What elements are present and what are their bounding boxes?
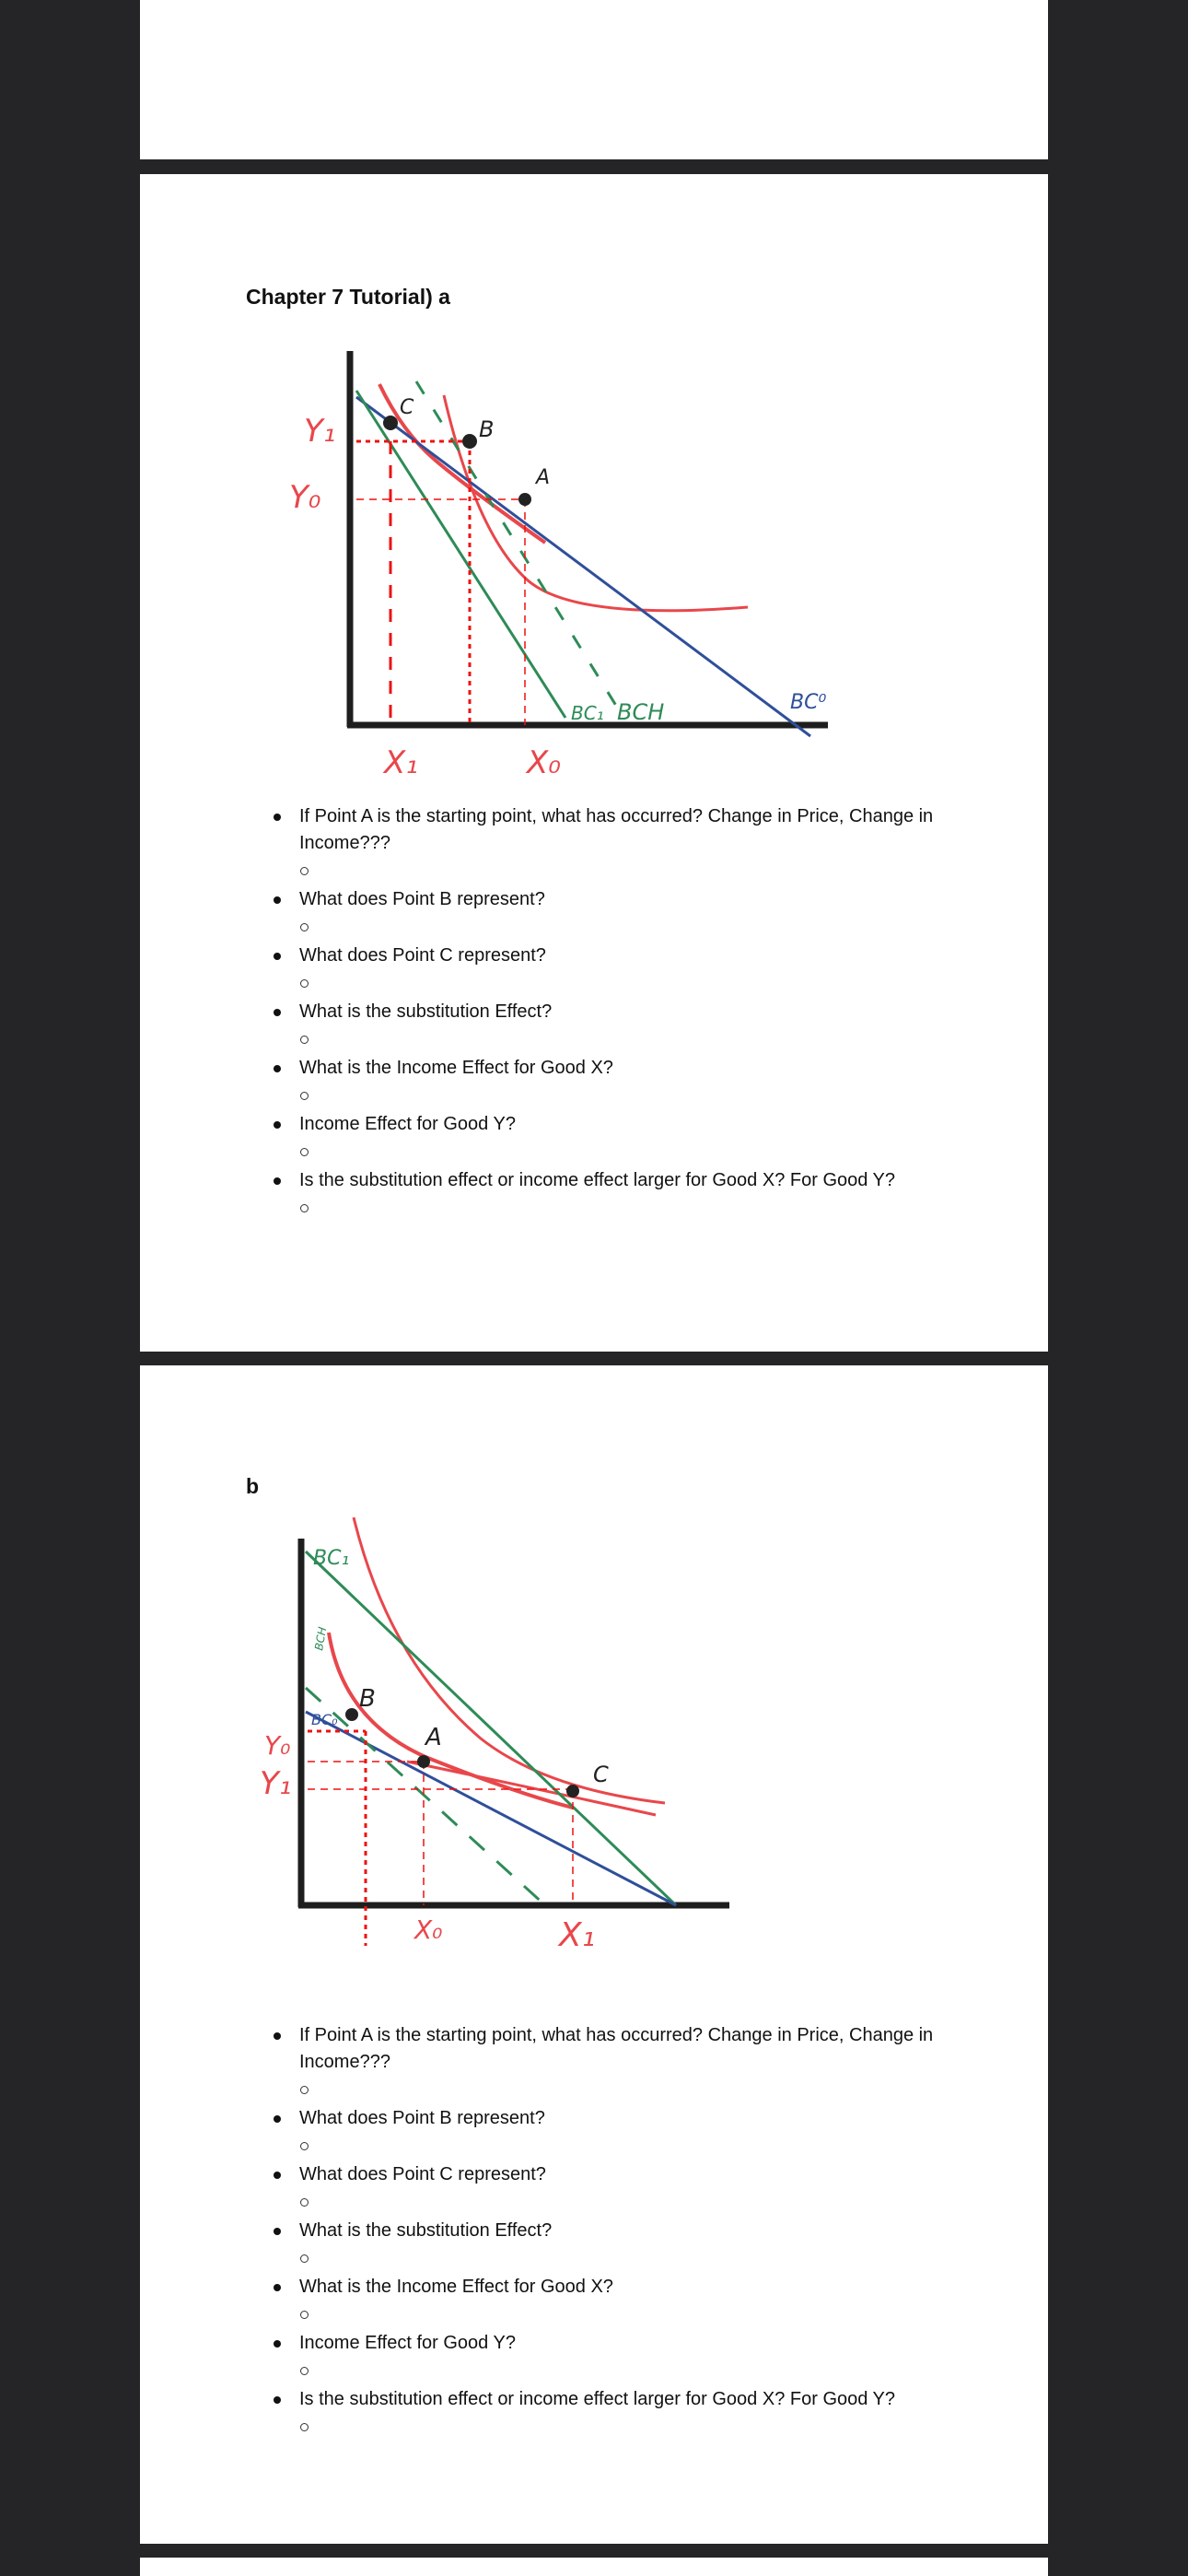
label-point-a: A [425, 1724, 442, 1751]
point-a-dot [417, 1755, 430, 1768]
bullet-icon [274, 1177, 281, 1185]
point-c-dot [383, 416, 398, 430]
label-x0: X₀ [414, 1914, 443, 1945]
question-b-2: What does Point B represent? [274, 2105, 973, 2132]
label-x1: X₁ [559, 1916, 596, 1954]
label-bch: BCH [617, 699, 665, 725]
label-x0: X₀ [527, 744, 561, 773]
bullet-icon [274, 1065, 281, 1072]
next-page [140, 2558, 1048, 2576]
question-b-1: If Point A is the starting point, what has occurred? Change in Price, Change in Income??? [274, 2022, 973, 2076]
question-b-6: Income Effect for Good Y? [274, 2330, 973, 2357]
budget-line-bch [416, 381, 621, 713]
circle-bullet-icon [300, 2086, 309, 2094]
circle-bullet-icon [300, 2142, 309, 2150]
bullet-icon [274, 1121, 281, 1129]
answer-slot-b-7 [274, 2413, 973, 2442]
question-list-b [274, 2022, 973, 2442]
circle-bullet-icon [300, 2367, 309, 2375]
answer-slot-a-2 [274, 913, 973, 943]
bullet-icon [274, 2115, 281, 2123]
page-part-a [140, 174, 1048, 1352]
question-a-4: What is the substitution Effect? [274, 999, 973, 1025]
answer-slot-a-6 [274, 1138, 973, 1167]
circle-bullet-icon [300, 923, 309, 931]
bullet-icon [274, 814, 281, 821]
bullet-icon [274, 2340, 281, 2348]
question-b-3: What does Point C represent? [274, 2161, 973, 2188]
label-bc1: BC₁ [313, 1547, 350, 1570]
circle-bullet-icon [300, 1204, 309, 1212]
answer-slot-a-3 [274, 969, 973, 999]
budget-line-bch [306, 1688, 545, 1905]
circle-bullet-icon [300, 2254, 309, 2263]
bullet-icon [274, 1009, 281, 1016]
label-point-c: C [593, 1762, 609, 1787]
label-bc0: BC⁰ [790, 691, 827, 714]
point-b-dot [345, 1708, 358, 1721]
question-a-2: What does Point B represent? [274, 886, 973, 913]
label-bc1: BC₁ [571, 702, 604, 724]
budget-line-bc1 [356, 391, 565, 718]
label-point-b: B [359, 1685, 376, 1713]
budget-line-bc1 [306, 1551, 676, 1905]
question-a-3: What does Point C represent? [274, 943, 973, 969]
question-b-4: What is the substitution Effect? [274, 2218, 973, 2244]
label-point-a: A [536, 466, 551, 489]
chapter-heading: Chapter 7 Tutorial) a [246, 285, 450, 309]
circle-bullet-icon [300, 2198, 309, 2207]
bullet-icon [274, 953, 281, 960]
label-bc0: BC₀ [311, 1711, 338, 1728]
answer-slot-b-4 [274, 2244, 973, 2274]
bullet-icon [274, 2172, 281, 2179]
label-x1: X₁ [384, 744, 418, 773]
question-a-7: Is the substitution effect or income effect larger for Good X? For Good Y? [274, 1167, 973, 1194]
question-b-5: What is the Income Effect for Good X? [274, 2274, 973, 2301]
label-y1: Y₁ [304, 413, 336, 450]
graph-part-b [241, 1513, 987, 1955]
page-part-b [140, 1365, 1048, 2544]
question-list-a [274, 803, 973, 1224]
question-b-7: Is the substitution effect or income effect larger for Good X? For Good Y? [274, 2386, 973, 2413]
answer-slot-b-2 [274, 2132, 973, 2161]
question-a-6: Income Effect for Good Y? [274, 1111, 973, 1138]
point-c-dot [566, 1785, 579, 1797]
question-a-5: What is the Income Effect for Good X? [274, 1055, 973, 1082]
bullet-icon [274, 2032, 281, 2040]
answer-slot-b-5 [274, 2301, 973, 2330]
circle-bullet-icon [300, 2423, 309, 2431]
circle-bullet-icon [300, 979, 309, 988]
bullet-icon [274, 2396, 281, 2404]
label-y0: Y₀ [264, 1730, 291, 1761]
label-y0: Y₀ [289, 479, 321, 516]
answer-slot-a-5 [274, 1082, 973, 1111]
graph-part-a [241, 340, 987, 773]
circle-bullet-icon [300, 2311, 309, 2319]
answer-slot-a-7 [274, 1194, 973, 1224]
part-b-heading: b [246, 1474, 260, 1498]
label-point-b: B [479, 416, 495, 442]
label-point-c: C [400, 396, 414, 419]
answer-slot-a-4 [274, 1025, 973, 1055]
bullet-icon [274, 2284, 281, 2291]
point-b-dot [462, 434, 477, 449]
previous-page [140, 0, 1048, 159]
answer-slot-b-3 [274, 2188, 973, 2218]
circle-bullet-icon [300, 1092, 309, 1100]
circle-bullet-icon [300, 867, 309, 875]
answer-slot-b-1 [274, 2076, 973, 2105]
bullet-icon [274, 2228, 281, 2235]
budget-line-bc0 [356, 397, 810, 736]
circle-bullet-icon [300, 1148, 309, 1156]
label-bch: BCH [312, 1625, 330, 1652]
question-a-1: If Point A is the starting point, what has occurred? Change in Price, Change in Income??? [274, 803, 973, 857]
point-a-dot [518, 493, 531, 506]
label-y1: Y₁ [260, 1765, 292, 1802]
circle-bullet-icon [300, 1036, 309, 1044]
answer-slot-b-6 [274, 2357, 973, 2386]
bullet-icon [274, 896, 281, 904]
answer-slot-a-1 [274, 857, 973, 886]
